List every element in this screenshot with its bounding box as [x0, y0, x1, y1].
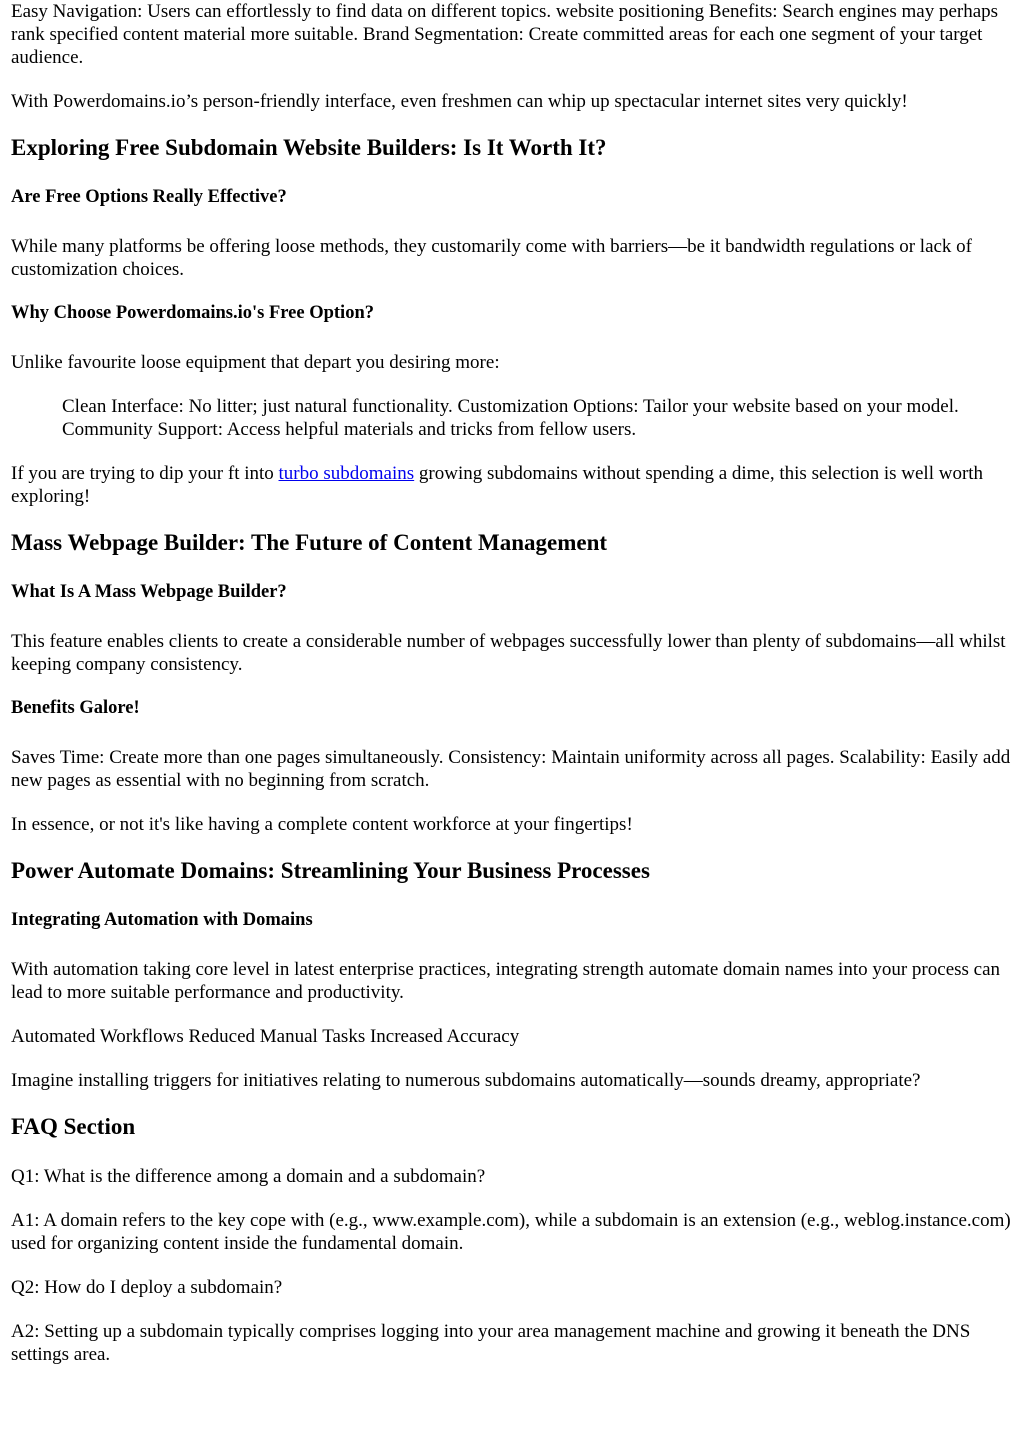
- paragraph-unlike-loose-equipment: Unlike favourite loose equipment that depart you desiring more:: [11, 352, 500, 373]
- paragraph-mass-benefits: Saves Time: Create more than one pages simultaneously. Consistency: Maintain uniformity across all pages. Scalability: Easily add new pages as essential with no beginning from scratch.: [11, 747, 1011, 791]
- heading-faq-section: FAQ Section: [11, 1114, 136, 1139]
- paragraph-mass-feature: This feature enables clients to create a considerable number of webpages successfully lower than plenty of subdomains—all whilst keeping company consistency.: [11, 631, 1006, 675]
- subheading-why-choose-free-option: Why Choose Powerdomains.io's Free Option?: [11, 303, 374, 323]
- faq-answer-1: A1: A domain refers to the key cope with (e.g., www.example.com), while a subdomain is an extension (e.g., weblog.instance.com) used for organizing content inside the fundamental domain.: [11, 1210, 1011, 1254]
- subheading-what-is-mass-builder: What Is A Mass Webpage Builder?: [11, 582, 287, 602]
- faq-answer-2: A2: Setting up a subdomain typically comprises logging into your area management machine and growing it beneath the DNS settings area.: [11, 1321, 971, 1365]
- paragraph-dip-your-ft: [11, 462, 1013, 508]
- subheading-benefits-galore: Benefits Galore!: [11, 698, 140, 718]
- heading-power-automate-domains: Power Automate Domains: Streamlining Your Business Processes: [11, 858, 650, 883]
- subheading-integrating-automation: Integrating Automation with Domains: [11, 910, 313, 930]
- faq-question-2: Q2: How do I deploy a subdomain?: [11, 1277, 283, 1298]
- paragraph-automation-list: Automated Workflows Reduced Manual Tasks Increased Accuracy: [11, 1026, 520, 1047]
- paragraph-dip-text-after: growing subdomains without spending a dime, this selection is well worth exploring!: [11, 463, 984, 507]
- quote-feature-list: Clean Interface: No litter; just natural functionality. Customization Options: Tailor your website based on your model. Community Support: Access helpful materials and tricks from fellow users.: [62, 396, 959, 440]
- paragraph-free-barriers: While many platforms be offering loose methods, they customarily come with barriers—be it bandwidth regulations or lack of customization choices.: [11, 236, 973, 280]
- faq-question-1: Q1: What is the difference among a domain and a subdomain?: [11, 1166, 486, 1187]
- paragraph-mass-essence: In essence, or not it's like having a complete content workforce at your fingertips!: [11, 814, 633, 835]
- paragraph-automation-triggers: Imagine installing triggers for initiatives relating to numerous subdomains automatically—sounds dreamy, appropriate?: [11, 1070, 921, 1091]
- heading-free-subdomain-builders: Exploring Free Subdomain Website Builders: Is It Worth It?: [11, 135, 607, 160]
- intro-paragraph-interface: With Powerdomains.io’s person-friendly interface, even freshmen can whip up spectacular internet sites very quickly!: [11, 91, 908, 112]
- subheading-free-options-effective: Are Free Options Really Effective?: [11, 187, 287, 207]
- heading-mass-webpage-builder: Mass Webpage Builder: The Future of Content Management: [11, 530, 608, 555]
- paragraph-automation-core: With automation taking core level in latest enterprise practices, integrating strength automate domain names into your process can lead to more suitable performance and productivity.: [11, 959, 1001, 1003]
- paragraph-dip-text-before: If you are trying to dip your ft into: [11, 463, 279, 484]
- intro-paragraph-benefits: Easy Navigation: Users can effortlessly to find data on different topics. website positioning Benefits: Search engines may perhaps rank specified content material more suitable. Brand Segmentation: Create committed areas for each one segment of your target audience.: [11, 1, 999, 68]
- turbo-subdomains-link[interactable]: turbo subdomains: [278, 463, 415, 484]
